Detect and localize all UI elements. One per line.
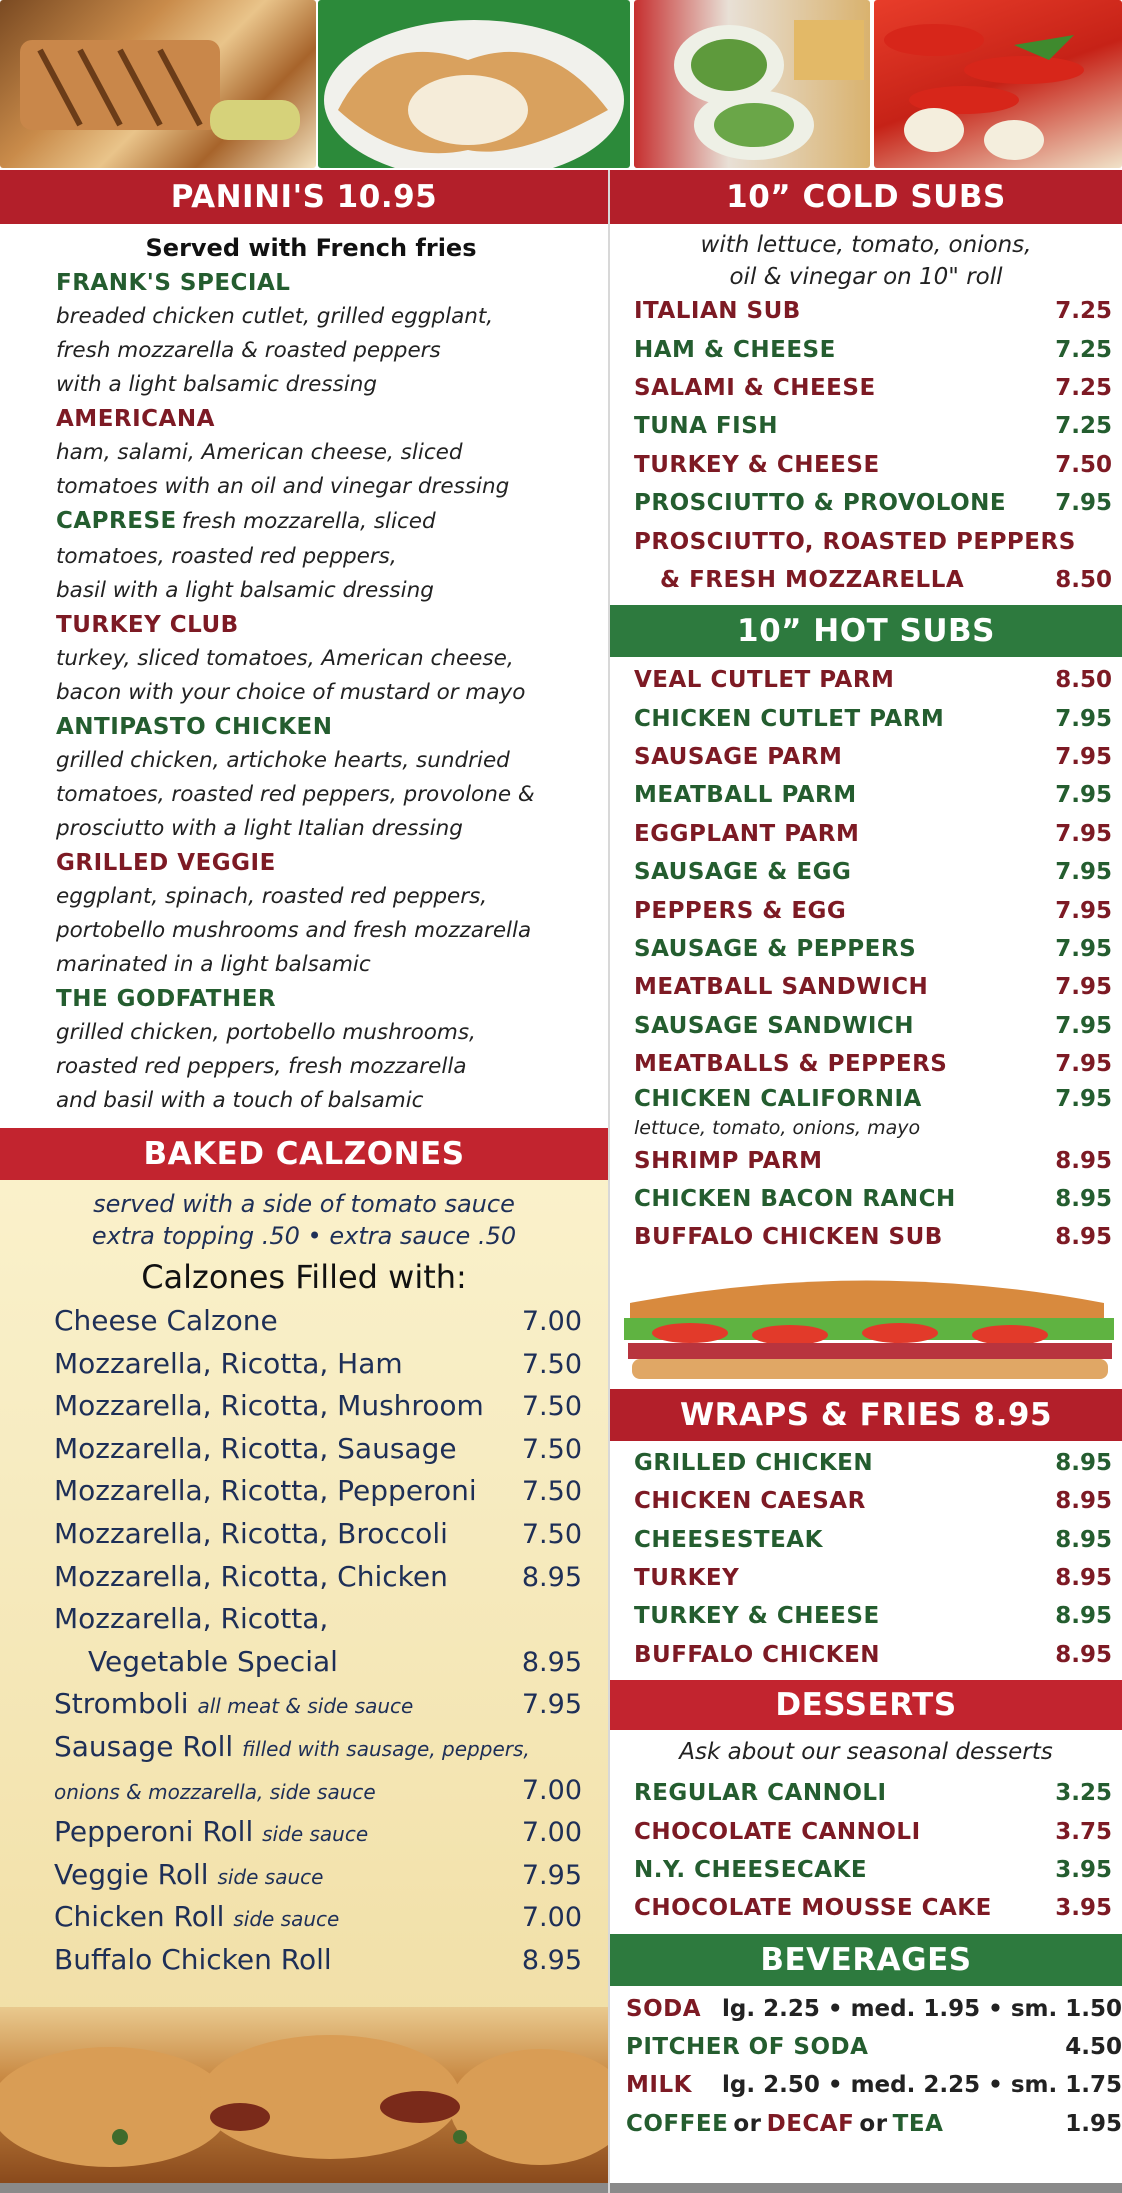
wrap-photo-art <box>634 0 870 168</box>
menu-row <box>610 1083 1122 1115</box>
item-name: Mozzarella, Ricotta, Broccoli <box>54 1516 448 1550</box>
menu-row <box>610 1851 1122 1889</box>
item-desc: breaded chicken cutlet, grilled eggplant, <box>56 304 494 329</box>
item-price: 7.95 <box>1055 782 1112 809</box>
item-price: 8.95 <box>521 1944 582 1976</box>
item-name: BUFFALO CHICKEN <box>634 1641 881 1668</box>
panini-item <box>56 710 594 846</box>
item-price: 7.95 <box>1055 820 1112 847</box>
item-price: 8.95 <box>1055 1641 1112 1668</box>
calzone-row <box>0 1943 608 1986</box>
item-price: 7.95 <box>1055 1012 1112 1039</box>
item-name: CHICKEN CAESAR <box>634 1488 866 1515</box>
item-desc: bacon with your choice of mustard or mayo <box>56 680 526 705</box>
item-price: 7.00 <box>521 1774 582 1806</box>
item-name: Vegetable Special <box>88 1644 338 1678</box>
item-note: side sauce <box>217 1864 324 1889</box>
item-price: 7.95 <box>1055 936 1112 963</box>
item-name: & FRESH MOZZARELLA <box>660 566 965 593</box>
menu-row: SODA lg. 2.25 • med. 1.95 • sm. 1.50 <box>626 1995 1122 2022</box>
item-price: sm. 1.50 <box>1010 1995 1122 2022</box>
item-name: SAUSAGE SANDWICH <box>634 1012 915 1039</box>
panini-section <box>0 224 608 1118</box>
item-price: 4.50 <box>1065 2034 1122 2061</box>
menu-row <box>610 815 1122 853</box>
menu-row <box>610 330 1122 368</box>
item-name: CHICKEN BACON RANCH <box>634 1186 956 1212</box>
item-name: Sausage Roll <box>54 1729 234 1763</box>
item-price: 7.50 <box>521 1518 582 1550</box>
item-name: Mozzarella, Ricotta, Pepperoni <box>54 1474 477 1508</box>
item-sub-note: lettuce, tomato, onions, mayo <box>634 1117 921 1140</box>
menu-row <box>610 661 1122 699</box>
item-price: 7.25 <box>1055 413 1112 440</box>
item-name: SAUSAGE & PEPPERS <box>634 936 917 963</box>
item-name: CHOCOLATE MOUSSE CAKE <box>634 1895 992 1922</box>
item-price: 7.25 <box>1055 298 1112 325</box>
calzone-banner <box>0 1128 608 1180</box>
panini-photo <box>0 0 316 168</box>
item-price: 7.50 <box>521 1348 582 1380</box>
item-name: MEATBALL SANDWICH <box>634 974 929 1001</box>
item-price: 3.95 <box>1055 1856 1112 1883</box>
calzone-row <box>0 1304 608 1347</box>
item-name: ANTIPASTO CHICKEN <box>56 714 333 740</box>
calzone-row <box>0 1900 608 1943</box>
item-name: TEA <box>892 2110 944 2137</box>
panini-item <box>56 846 594 982</box>
item-name: CHICKEN CUTLET PARM <box>634 705 945 732</box>
calzone-row <box>0 1432 608 1475</box>
item-price: 8.95 <box>521 1561 582 1593</box>
item-price: 7.95 <box>1055 490 1112 517</box>
menu-row <box>610 1812 1122 1850</box>
menu-row <box>610 738 1122 776</box>
calzone-row <box>0 1687 608 1730</box>
item-name: DECAF <box>766 2110 855 2137</box>
item-name: N.Y. CHEESECAKE <box>634 1856 868 1883</box>
item-price: 8.95 <box>1055 1488 1112 1515</box>
item-name: THE GODFATHER <box>56 986 277 1012</box>
left-column <box>0 170 608 2193</box>
cold-subs-note: oil & vinegar on 10" roll <box>729 264 1003 290</box>
calzone-photo-art <box>318 0 630 168</box>
item-price: 7.00 <box>521 1306 582 1337</box>
desserts-note: Ask about our seasonal desserts <box>679 1738 1053 1765</box>
calzone-row <box>0 1730 608 1773</box>
item-desc: prosciutto with a light Italian dressing <box>56 816 463 841</box>
calzone-row <box>0 1560 608 1603</box>
menu-row <box>610 292 1122 330</box>
item-name: AMERICANA <box>56 406 215 432</box>
item-name: MILK <box>626 2072 692 2099</box>
item-note: side sauce <box>233 1907 340 1932</box>
menu-row <box>610 1597 1122 1635</box>
panini-banner <box>0 170 608 224</box>
item-desc: turkey, sliced tomatoes, American cheese, <box>56 646 514 671</box>
item-name: CHOCOLATE CANNOLI <box>634 1818 921 1845</box>
beverages-title: BEVERAGES <box>760 1941 972 1978</box>
item-price: 1.95 <box>1065 2110 1122 2137</box>
item-name: SHRIMP PARM <box>634 1147 823 1174</box>
item-desc: portobello mushrooms and fresh mozzarella <box>56 918 532 943</box>
menu-row <box>610 776 1122 814</box>
menu-row <box>610 853 1122 891</box>
bottom-border <box>0 2183 608 2193</box>
sub-sandwich-art <box>610 1263 1122 1389</box>
item-price: sm. 1.75 <box>1010 2072 1122 2099</box>
panini-photo-art <box>0 0 316 168</box>
item-note: side sauce <box>262 1822 369 1847</box>
menu-row <box>610 1559 1122 1597</box>
item-price: 7.25 <box>1055 336 1112 363</box>
item-name: VEAL CUTLET PARM <box>634 667 895 694</box>
item-price: 7.95 <box>1055 705 1112 732</box>
item-price: 8.95 <box>1055 1564 1112 1591</box>
calzone-row <box>0 1517 608 1560</box>
panini-list <box>0 266 608 1118</box>
item-name: REGULAR CANNOLI <box>634 1780 887 1807</box>
item-price: 7.00 <box>521 1902 582 1934</box>
item-price: 8.50 <box>1055 667 1112 694</box>
calzone-row <box>0 1773 608 1816</box>
menu-row <box>610 2105 1122 2143</box>
item-price: 7.95 <box>521 1859 582 1891</box>
calzone-heading: Calzones Filled with: <box>141 1258 467 1296</box>
hot-subs-banner <box>610 605 1122 657</box>
item-name: TUNA FISH <box>634 413 779 440</box>
bottom-border <box>610 2183 1122 2193</box>
menu-row <box>610 1218 1122 1256</box>
beverages-banner <box>610 1934 1122 1986</box>
item-desc: grilled chicken, portobello mushrooms, <box>56 1020 476 1045</box>
item-name: EGGPLANT PARM <box>634 820 860 847</box>
calzone-row <box>0 1474 608 1517</box>
item-desc: tomatoes, roasted red peppers, provolone & <box>56 782 535 807</box>
menu-row <box>610 891 1122 929</box>
menu-row <box>610 2028 1122 2066</box>
item-name: CHEESESTEAK <box>634 1526 823 1553</box>
item-desc: with a light balsamic dressing <box>56 372 378 397</box>
item-name: PITCHER OF SODA <box>626 2034 869 2061</box>
cold-subs-note: with lettuce, tomato, onions, <box>700 232 1032 258</box>
item-price: med. 1.95 <box>850 1995 981 2022</box>
item-name: COFFEE <box>626 2110 729 2137</box>
menu-row <box>610 484 1122 522</box>
menu-row <box>610 1520 1122 1558</box>
menu-row: MILK lg. 2.50 • med. 2.25 • sm. 1.75 <box>626 2072 1122 2099</box>
item-conjunction: or <box>859 2110 888 2137</box>
item-name: PROSCIUTTO, ROASTED PEPPERS <box>634 528 1076 555</box>
calzone-row <box>0 1645 608 1688</box>
item-desc: fresh mozzarella, sliced <box>181 509 436 534</box>
item-price: 8.95 <box>1055 1147 1112 1174</box>
item-name: Mozzarella, Ricotta, Sausage <box>54 1431 457 1465</box>
item-desc: roasted red peppers, fresh mozzarella <box>56 1054 467 1079</box>
item-name: Mozzarella, Ricotta, <box>54 1602 329 1636</box>
item-name: BUFFALO CHICKEN SUB <box>634 1224 943 1251</box>
calzone-note: served with a side of tomato sauce <box>93 1190 515 1218</box>
cold-subs-banner <box>610 170 1122 224</box>
menu-row <box>610 522 1122 560</box>
menu-row <box>610 1482 1122 1520</box>
item-name: Buffalo Chicken Roll <box>54 1942 332 1976</box>
item-name: CAPRESE <box>56 508 177 534</box>
item-name: TURKEY <box>634 1564 740 1591</box>
panini-item <box>56 402 594 504</box>
item-name: Mozzarella, Ricotta, Ham <box>54 1346 403 1380</box>
hot-subs-list <box>610 657 1122 1256</box>
item-name: Veggie Roll <box>54 1857 209 1891</box>
item-name: Chicken Roll <box>54 1900 225 1934</box>
item-price: 7.95 <box>1055 974 1112 1001</box>
item-price: 7.50 <box>521 1476 582 1508</box>
item-name: TURKEY & CHEESE <box>634 451 880 478</box>
menu-row <box>610 561 1122 599</box>
item-name: SODA <box>626 1995 702 2022</box>
item-price: 8.95 <box>521 1646 582 1678</box>
item-price: 7.95 <box>1055 744 1112 771</box>
item-note: all meat & side sauce <box>197 1694 414 1719</box>
item-name: SALAMI & CHEESE <box>634 374 876 401</box>
item-note: onions & mozzarella, side sauce <box>54 1779 376 1804</box>
menu-row <box>610 1141 1122 1179</box>
item-price: 7.95 <box>1055 1086 1112 1113</box>
menu-row <box>610 369 1122 407</box>
menu-row <box>610 1889 1122 1927</box>
item-desc: tomatoes, roasted red peppers, <box>56 544 397 569</box>
item-desc: and basil with a touch of balsamic <box>56 1088 424 1113</box>
calzone-row <box>0 1858 608 1901</box>
item-price: lg. 2.50 <box>722 2072 820 2099</box>
panini-item <box>56 504 594 608</box>
item-name: Mozzarella, Ricotta, Chicken <box>54 1559 448 1593</box>
item-price: 7.95 <box>1055 1051 1112 1078</box>
cold-subs-list <box>610 292 1122 599</box>
wraps-title: WRAPS & FRIES 8.95 <box>679 1396 1053 1433</box>
menu-row <box>610 1444 1122 1482</box>
calzone-photo <box>318 0 630 168</box>
panini-subtitle: Served with French fries <box>145 234 477 262</box>
item-conjunction: or <box>733 2110 762 2137</box>
menu-row <box>610 1636 1122 1674</box>
menu-row <box>610 1007 1122 1045</box>
item-price: 7.00 <box>521 1817 582 1849</box>
hot-subs-title: 10” HOT SUBS <box>737 613 995 650</box>
item-price: 7.95 <box>521 1689 582 1721</box>
item-price: 7.50 <box>1055 451 1112 478</box>
item-desc: tomatoes with an oil and vinegar dressing <box>56 474 510 499</box>
calzone-title: BAKED CALZONES <box>143 1136 465 1172</box>
item-name: PROSCIUTTO & PROVOLONE <box>634 490 1007 517</box>
panini-item <box>56 266 594 402</box>
calzone-bottom-photo-art <box>0 2007 608 2183</box>
wraps-list <box>610 1441 1122 1674</box>
desserts-title: DESSERTS <box>775 1686 957 1723</box>
item-desc: ham, salami, American cheese, sliced <box>56 440 463 465</box>
item-price: 8.95 <box>1055 1603 1112 1630</box>
calzone-row <box>0 1815 608 1858</box>
desserts-banner <box>610 1680 1122 1730</box>
menu-row <box>610 1180 1122 1218</box>
item-price: 7.50 <box>521 1391 582 1423</box>
item-price: 7.25 <box>1055 374 1112 401</box>
item-price: 8.50 <box>1055 566 1112 593</box>
menu-row <box>610 968 1122 1006</box>
wrap-photo <box>634 0 870 168</box>
panini-title: PANINI'S 10.95 <box>170 179 438 215</box>
item-price: 3.95 <box>1055 1895 1112 1922</box>
calzone-bottom-photo <box>0 2007 608 2183</box>
item-name: SAUSAGE PARM <box>634 744 843 771</box>
panini-item <box>56 608 594 710</box>
menu-row <box>610 1774 1122 1812</box>
panini-item <box>56 982 594 1118</box>
item-desc: grilled chicken, artichoke hearts, sundried <box>56 748 510 773</box>
right-column <box>608 170 1122 2193</box>
item-desc: marinated in a light balsamic <box>56 952 371 977</box>
calzone-note: extra topping .50 • extra sauce .50 <box>91 1222 517 1250</box>
item-name: GRILLED CHICKEN <box>634 1449 874 1476</box>
item-name: Pepperoni Roll <box>54 1815 254 1849</box>
calzone-list <box>0 1304 608 1986</box>
item-name: Mozzarella, Ricotta, Mushroom <box>54 1389 484 1423</box>
calzone-row <box>0 1389 608 1432</box>
item-price: 7.50 <box>521 1433 582 1465</box>
item-name: HAM & CHEESE <box>634 336 836 363</box>
item-price: lg. 2.25 <box>722 1995 820 2022</box>
item-desc: basil with a light balsamic dressing <box>56 578 434 603</box>
calzone-section <box>0 1128 608 2193</box>
item-price: 7.95 <box>1055 859 1112 886</box>
item-name: Cheese Calzone <box>54 1304 278 1337</box>
menu-row <box>610 1045 1122 1083</box>
item-price: 8.95 <box>1055 1449 1112 1476</box>
calzone-row <box>0 1347 608 1390</box>
bruschetta-photo-art <box>874 0 1122 168</box>
item-name: TURKEY & CHEESE <box>634 1603 880 1630</box>
item-note: filled with sausage, peppers, <box>242 1736 530 1761</box>
cold-subs-title: 10” COLD SUBS <box>726 179 1006 215</box>
item-name: FRANK'S SPECIAL <box>56 270 291 296</box>
item-name: CHICKEN CALIFORNIA <box>634 1086 922 1113</box>
item-price: 3.75 <box>1055 1818 1112 1845</box>
item-name: GRILLED VEGGIE <box>56 850 276 876</box>
item-price: med. 2.25 <box>850 2072 981 2099</box>
item-name: SAUSAGE & EGG <box>634 859 852 886</box>
item-desc: eggplant, spinach, roasted red peppers, <box>56 884 488 909</box>
beverages-list <box>610 1986 1122 2144</box>
item-name: Stromboli <box>54 1687 189 1721</box>
item-name: TURKEY CLUB <box>56 612 239 638</box>
menu-row <box>610 700 1122 738</box>
menu-row <box>610 407 1122 445</box>
item-price: 8.95 <box>1055 1186 1112 1212</box>
item-price: 3.25 <box>1055 1780 1112 1807</box>
item-price: 8.95 <box>1055 1224 1112 1251</box>
item-name: MEATBALLS & PEPPERS <box>634 1051 948 1078</box>
wraps-banner <box>610 1389 1122 1441</box>
sub-sandwich-photo <box>610 1263 1122 1389</box>
item-name: ITALIAN SUB <box>634 298 801 325</box>
item-name: PEPPERS & EGG <box>634 897 847 924</box>
menu-row <box>610 930 1122 968</box>
item-desc: fresh mozzarella & roasted peppers <box>56 338 441 363</box>
item-name: MEATBALL PARM <box>634 782 857 809</box>
item-price: 7.95 <box>1055 897 1112 924</box>
item-price: 8.95 <box>1055 1526 1112 1553</box>
desserts-list <box>610 1774 1122 1928</box>
bruschetta-photo <box>874 0 1122 168</box>
menu-row <box>610 446 1122 484</box>
calzone-row <box>0 1602 608 1645</box>
